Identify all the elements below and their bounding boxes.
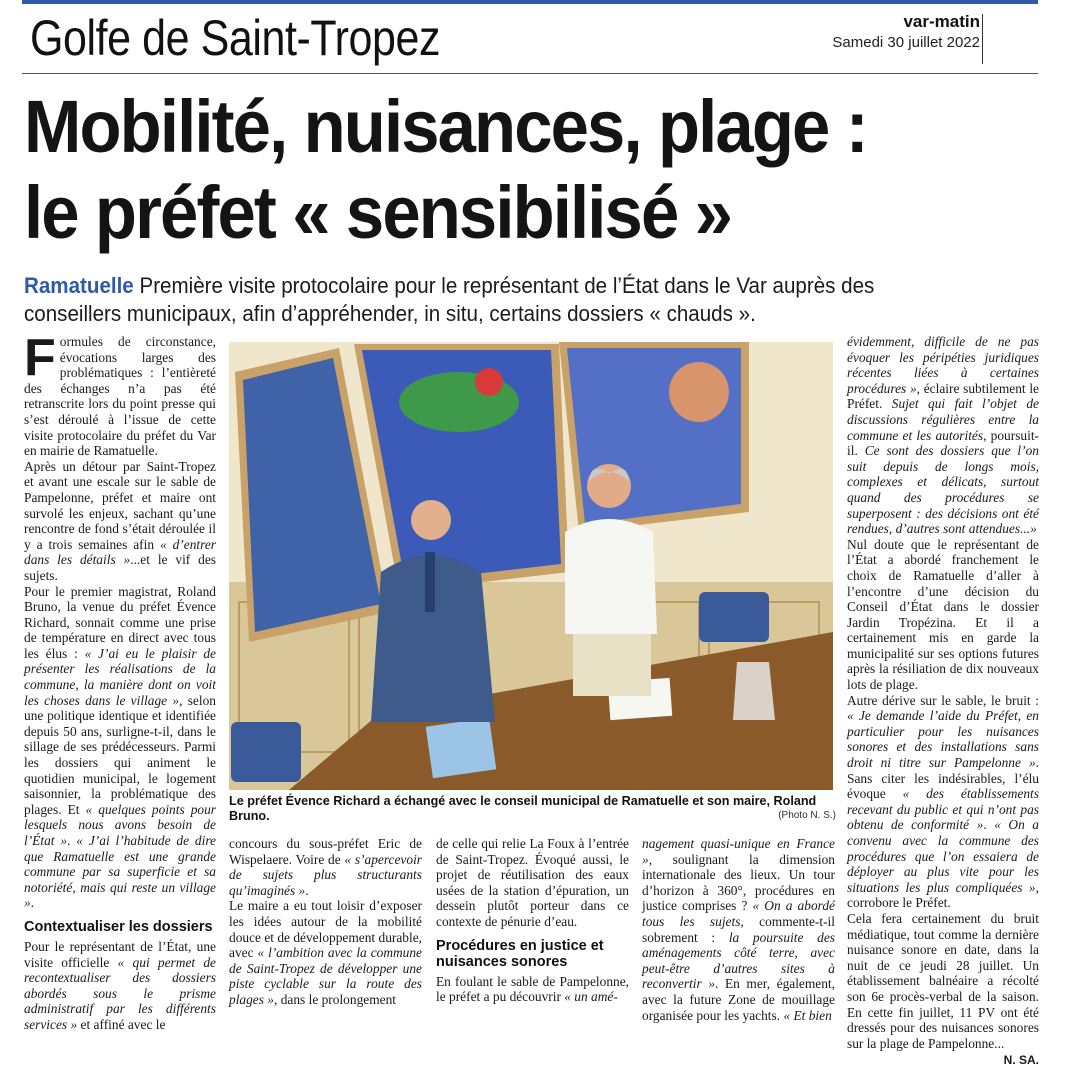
quote: « l’ambition avec la commune de Saint-Tropez de développer une piste cyclable sur la route des plages » xyxy=(229,945,423,1007)
paragraph: de celle qui relie La Foux à l’entrée de Saint-Tropez. Évoqué aussi, le projet de réutilisation des eaux usées de la station d’épuration, un dessein plutôt porteur dans ce contexte de pénurie d’eau. xyxy=(436,836,629,929)
text-run: , dans le prolongement xyxy=(274,991,396,1007)
quote: « J’ai l’habitude de dire que Ramatuelle est une grande commune par sa superficie et sa notoriété, mais qui reste un village » xyxy=(24,833,216,911)
paragraph xyxy=(24,939,216,1033)
quote: « Et bien xyxy=(783,1007,832,1023)
photo-credit: (Photo N. S.) xyxy=(778,810,836,821)
paragraph xyxy=(24,584,216,911)
drop-cap: F xyxy=(24,329,56,387)
photo-caption: Le préfet Évence Richard a échangé avec le conseil municipal de Ramatuelle et son maire, Roland Bruno. xyxy=(229,794,817,823)
quote: Ce sont des dossiers que l’on suit depuis de longs mois, complexes et délicats, surtout quand des procédures se superposent : des décisions ont été rendues, d’autres sont attendues...» xyxy=(847,443,1039,537)
text-run: , corrobore le Préfet. xyxy=(847,879,1039,911)
quote: « quelques points pour lesquels nous avons besoin de l’État » xyxy=(24,801,217,848)
section-title: Golfe de Saint-Tropez xyxy=(30,10,441,66)
painting-detail xyxy=(475,368,503,396)
paragraph xyxy=(24,329,216,459)
article-column-3 xyxy=(436,836,629,1005)
text-run: concours du sous-préfet Eric de Wispelaere. Voire de xyxy=(229,836,422,867)
newspaper-brand: var-matin xyxy=(903,12,980,31)
quote: « qui permet de recontextualiser des dossiers abordés sous le prisme administratif par les différents services » xyxy=(24,954,216,1032)
quote: « On a abordé tous les sujets, xyxy=(642,898,835,929)
text-run: Après un détour par Saint-Tropez et avant une escale sur le sable de Pampelonne, préfet et maire ont survolé les enjeux, sachant qu’une rencontre de fond s’était déroulée il y a trois semaines afin xyxy=(24,458,216,552)
chair-right xyxy=(699,592,769,642)
author-signature: N. SA. xyxy=(1003,1053,1039,1068)
text-run: . xyxy=(305,882,309,898)
text-run: . xyxy=(983,817,995,833)
text-run: et affiné avec le xyxy=(77,1016,166,1032)
subheading: Procédures en justice et nuisances sonores xyxy=(436,937,604,970)
quote: « On a convenu avec la commune des procédures que l’on essaiera de déployer au plus vite pour les situations les plus compliquées » xyxy=(847,817,1040,895)
article-photo xyxy=(229,342,833,790)
paragraph xyxy=(847,334,1039,537)
text-run: . xyxy=(30,895,35,911)
text-run: . Sans citer les indésirables, l’élu évoque xyxy=(847,755,1039,802)
location-kicker: Ramatuelle xyxy=(24,273,134,298)
masthead-divider xyxy=(982,14,983,64)
quote: « un amé- xyxy=(564,989,618,1005)
header-divider xyxy=(22,73,1038,74)
quote: « J’ai eu le plaisir de présenter les réalisations de la commune, la manière dont on voit les choses dans le village » xyxy=(24,645,216,708)
quote: la poursuite des aménagements côté terre, avec peut-être d’autres sites à reconvertir » xyxy=(642,929,835,992)
paragraph xyxy=(229,898,422,1007)
text-run: Le maire a eu tout loisir d’exposer les idées autour de la mobilité douce et de développement durable, avec xyxy=(229,898,422,961)
headline xyxy=(24,84,973,256)
text-run: ...et le vif des sujets. xyxy=(24,552,216,583)
text-run: , soulignant la dimension internationale des lieux. Un tour d’horizon à 360°, procédures en justice comprises ? xyxy=(642,851,835,914)
painting-detail xyxy=(669,362,729,422)
quote: « Je demande l’aide du Préfet, en particulier pour les nuisances sonores et des installations sans droit ni titre sur Pampelonne » xyxy=(847,708,1039,771)
folder-on-table xyxy=(426,718,497,778)
paragraph: Nul doute que le représentant de l’État a abordé franchement le choix de Ramatuelle d’aller à l’encontre d’une décision du Conseil d’État dans le dossier Jardin Tropézina. Et il a certainement mis en garde la municipalité sur ses options futures après la résiliation de dix nouveaux lots de plage. xyxy=(847,536,1039,693)
standfirst-text: Première visite protocolaire pour le représentant de l’État dans le Var auprès des conseillers municipaux, afin d’appréhender, in situ, certains dossiers « chauds ». xyxy=(24,273,875,326)
quote: « s’apercevoir de sujets plus structurants qu’imaginés » xyxy=(229,851,423,898)
top-accent-bar xyxy=(22,0,1038,4)
quote: Sujet qui fait l’objet de discussions régulières entre la commune et les autorités xyxy=(847,396,1039,443)
chair-left xyxy=(231,722,301,782)
issue-date: Samedi 30 juillet 2022 xyxy=(832,34,980,51)
text-run: Pour le représentant de l’État, une visite officielle xyxy=(24,938,216,970)
article-column-2 xyxy=(229,836,422,1008)
article-column-1 xyxy=(24,329,217,1033)
text-run: En foulant le sable de Pampelonne, le préfet a pu découvrir xyxy=(436,973,629,1005)
text-run: Autre dérive sur le sable, le bruit : xyxy=(847,692,1039,708)
photo-illustration xyxy=(229,342,833,790)
text-run: . En mer, également, avec la future Zone de mouillage organisée pour les yachts. xyxy=(642,976,835,1023)
headline-line-1: Mobilité, nuisances, plage : xyxy=(24,85,867,168)
paragraph xyxy=(229,836,422,898)
text-run: , poursuit-il. xyxy=(847,427,1039,459)
text-run: . xyxy=(67,833,77,848)
quote: « d’entrer dans les détails » xyxy=(24,536,216,568)
quote: nagement quasi-unique en France » xyxy=(642,836,835,867)
article-column-5 xyxy=(847,334,1039,1069)
paragraph xyxy=(847,693,1039,911)
text-run: commente-t-il sobrement : xyxy=(642,913,835,945)
standfirst xyxy=(24,272,959,328)
text-run: ormules de circonstance, évocations larges des problématiques : l’entièreté des échanges n’a pas été retranscrite lors du point presse qui s’est déroulé à l’issue de cette visite protocolaire du préfet du Var en mairie de Ramatuelle. xyxy=(24,334,216,459)
paragraph xyxy=(642,836,835,1023)
headline-line-2: le préfet « sensibilisé » xyxy=(24,171,732,254)
water-carafe xyxy=(733,662,775,720)
paragraph xyxy=(436,974,629,1005)
article-column-4 xyxy=(642,836,835,1023)
quote: « des établissements recevant du public et qui n’ont pas obtenu de conformité » xyxy=(847,786,1039,833)
subheading: Contextualiser les dossiers xyxy=(24,918,213,935)
text-run: Pour le premier magistrat, Roland Bruno, la venue du préfet Évence Richard, sonnait comme une prise de température en direct avec tous les élus : xyxy=(24,583,216,661)
text-run: , éclaire subtilement le Préfet. xyxy=(847,380,1039,412)
paragraph: Cela fera certainement du bruit médiatique, tout comme la dernière nuisance sonore en date, dans la nuit de ce jeudi 28 juillet. Un établissement balnéaire a récolté son 6e procès-verbal de la saison. En cette fin juillet, 11 PV ont été dressés pour des nuisances sonores sur la plage de Pampelonne... xyxy=(847,910,1039,1051)
quote: évidemment, difficile de ne pas évoquer les péripéties juridiques récentes liées à certaines procédures » xyxy=(847,334,1039,396)
text-run: , selon une politique identique et identifiée depuis 50 ans, surligne-t-il, dans le sillage de ses prédécesseurs. Parmi les dossiers qui animent le quotidien municipal, le logement saisonnier, la problématique des plages. Et xyxy=(24,692,216,817)
masthead xyxy=(832,12,980,54)
paragraph xyxy=(24,459,216,584)
